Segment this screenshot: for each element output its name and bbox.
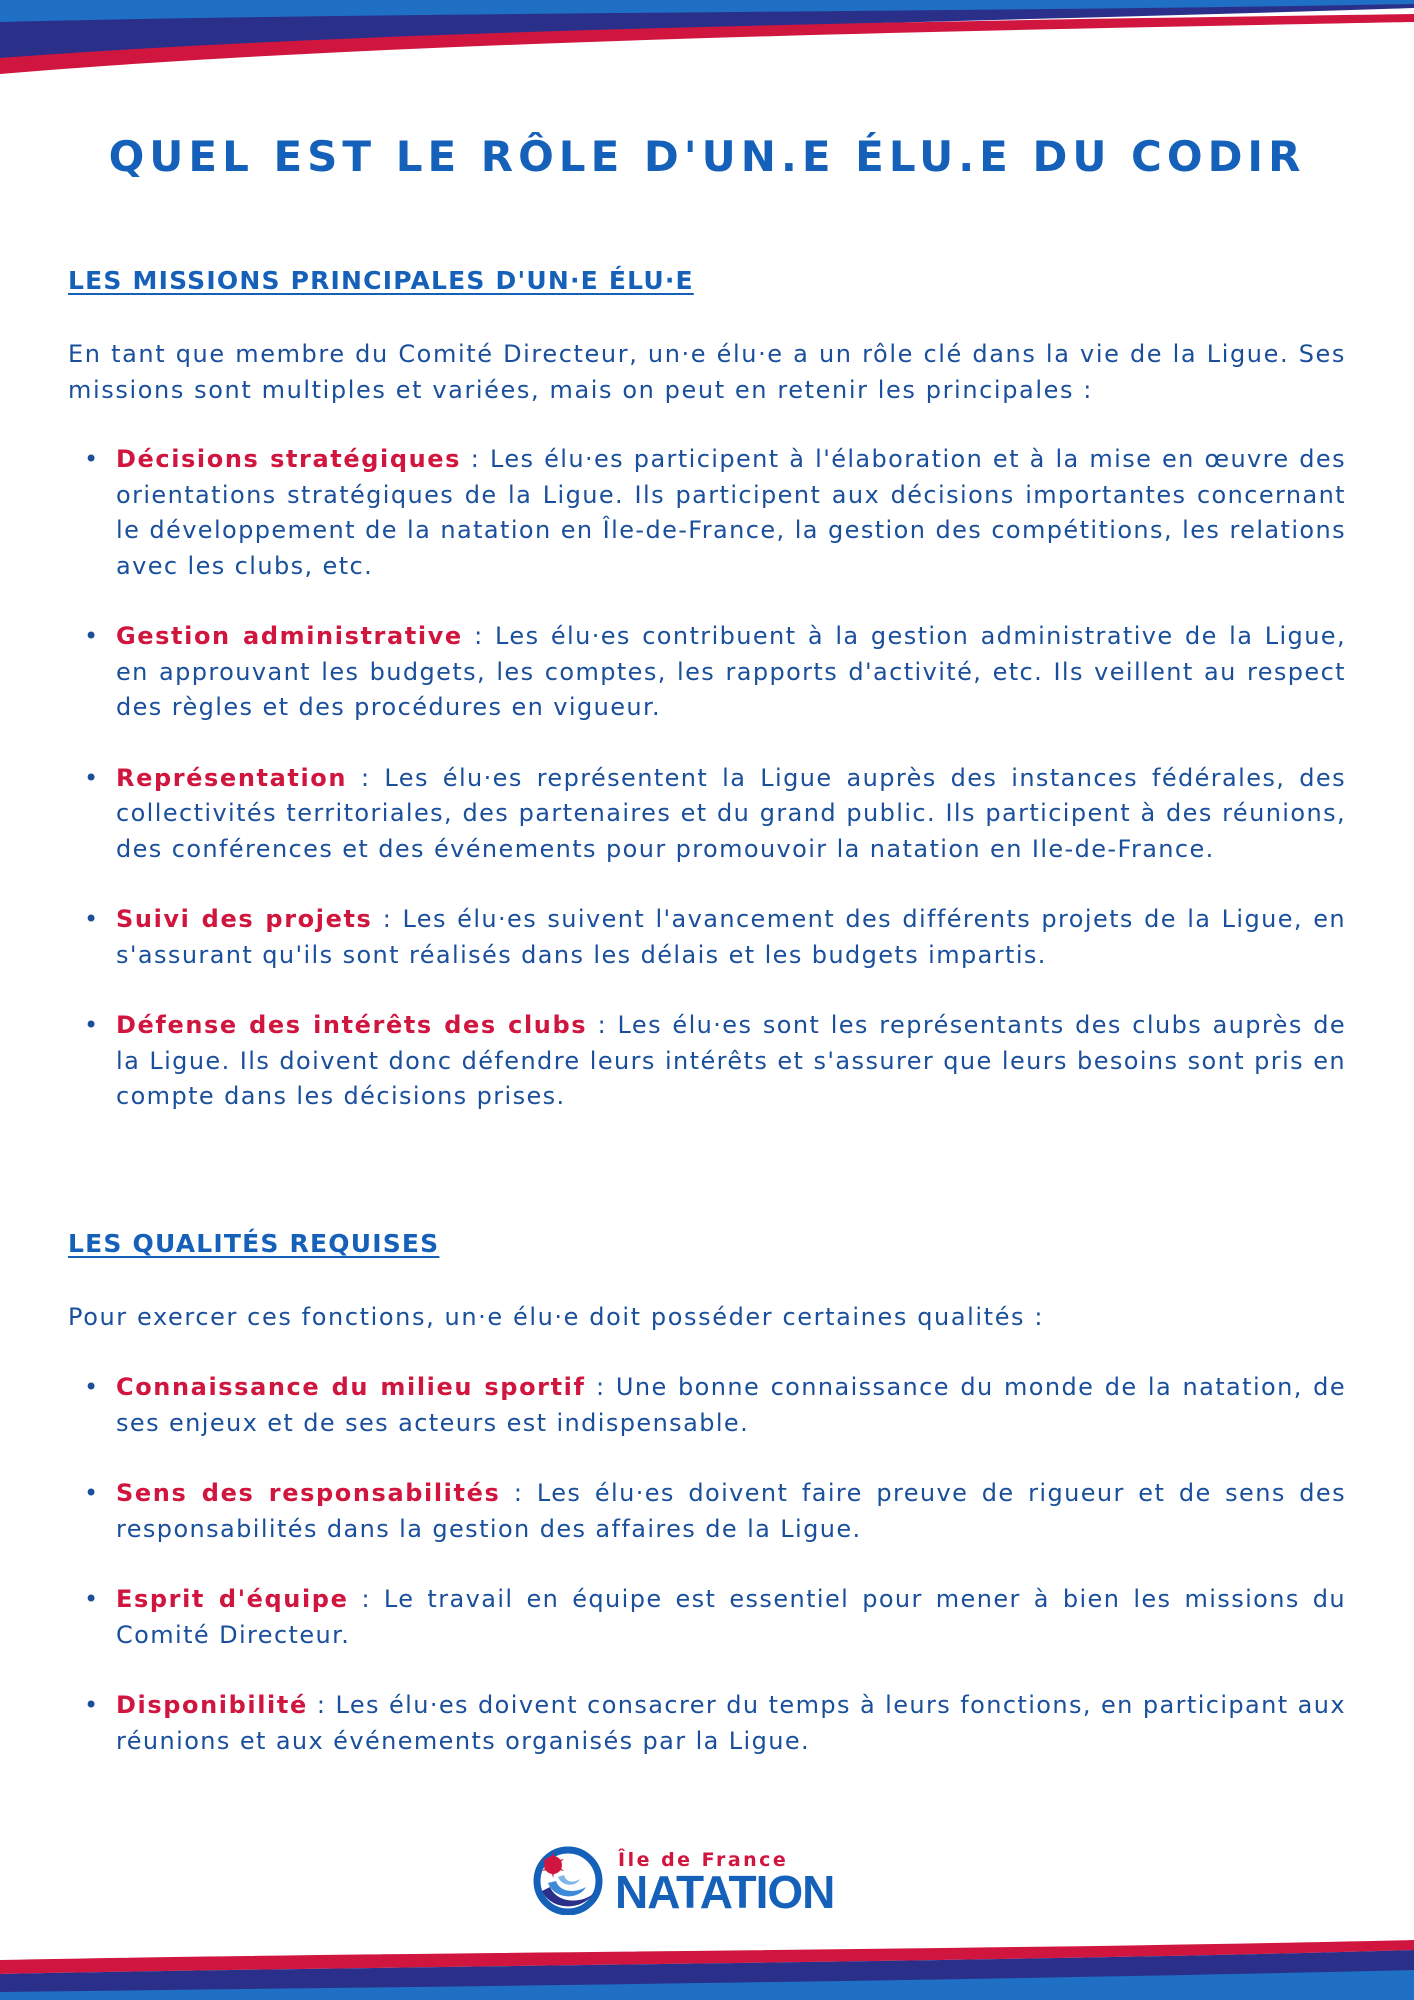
qualities-heading: LES QUALITÉS REQUISES [68,1229,440,1258]
bullet-term: Défense des intérêts des clubs [116,1011,588,1039]
list-item [68,1370,1346,1441]
bullet-term: Suivi des projets [116,905,373,933]
bullet-term: Décisions stratégiques [116,445,462,473]
qualities-intro: Pour exercer ces fonctions, un·e élu·e doit posséder certaines qualités : [68,1303,1045,1331]
list-item [68,761,1346,868]
bullet-text: : Une bonne connaissance du monde de la natation, de ses enjeux et de ses acteurs est indispensable. [116,1373,1346,1437]
bullet-text: : Les élu·es participent à l'élaboration et à la mise en œuvre des orientations stratégiques de la Ligue. Ils participent aux décisions importantes concernant le développement de la natation en Île-de-France, la gestion des compétitions, les relations avec les clubs, etc. [116,445,1346,580]
qualities-list [68,1370,1346,1794]
list-item [68,442,1346,584]
list-item [68,1008,1346,1115]
ligue-logo [528,1843,848,1918]
bullet-icon: • [84,763,100,792]
bullet-icon: • [84,905,100,933]
bullet-icon: • [84,1691,100,1719]
swimmer-swirl-logo-icon [528,1843,604,1915]
logo-subtitle: Île de France [618,1849,789,1871]
bullet-term: Esprit d'équipe [116,1585,349,1613]
page-title: QUEL EST LE RÔLE D'UN.E ÉLU.E DU CODIR [108,132,1306,181]
bullet-term: Disponibilité [116,1691,308,1719]
bullet-text: : Les élu·es suivent l'avancement des différents projets de la Ligue, en s'assurant qu'ils sont réalisés dans les délais et les budgets impartis. [116,905,1346,969]
bullet-icon: • [84,1011,100,1039]
missions-heading: LES MISSIONS PRINCIPALES D'UN·E ÉLU·E [68,266,694,295]
missions-intro: En tant que membre du Comité Directeur, un·e élu·e a un rôle clé dans la vie de la Ligue. Ses missions sont multiples et variées, mais on peut en retenir les principales : [68,340,1346,404]
bullet-text: : Les élu·es doivent faire preuve de rigueur et de sens des responsabilités dans la gestion des affaires de la Ligue. [116,1479,1346,1543]
bottom-wave-decoration [0,1940,1414,2000]
bullet-term: Connaissance du milieu sportif [116,1373,586,1401]
bullet-text: : Les élu·es représentent la Ligue auprès des instances fédérales, des collectivités territoriales, des partenaires et du grand public. Ils participent à des réunions, des conférences et des événements pour promouvoir la natation en Ile-de-France. [116,763,1346,863]
logo-wordmark: NATATION [615,1866,835,1918]
top-wave-decoration [0,0,1414,80]
list-item [68,902,1346,973]
bullet-term: Sens des responsabilités [116,1479,501,1507]
list-item [68,1688,1346,1759]
bullet-icon: • [84,622,100,650]
bullet-text: : Le travail en équipe est essentiel pour mener à bien les missions du Comité Directeur. [116,1585,1346,1649]
bullet-text: : Les élu·es sont les représentants des clubs auprès de la Ligue. Ils doivent donc défendre leurs intérêts et s'assurer que leurs besoins sont pris en compte dans les décisions prises. [116,1011,1346,1110]
bullet-term: Représentation [116,763,348,792]
bullet-icon: • [84,1585,100,1613]
bullet-icon: • [84,1373,100,1401]
bullet-icon: • [84,445,100,473]
bullet-text: : Les élu·es contribuent à la gestion administrative de la Ligue, en approuvant les budgets, les comptes, les rapports d'activité, etc. Ils veillent au respect des règles et des procédures en vigueur. [116,622,1346,721]
missions-list [68,442,1346,1150]
list-item [68,619,1346,726]
list-item [68,1476,1346,1547]
bullet-term: Gestion administrative [116,622,463,650]
list-item [68,1582,1346,1653]
bullet-icon: • [84,1479,100,1507]
bullet-text: : Les élu·es doivent consacrer du temps à leurs fonctions, en participant aux réunions et aux événements organisés par la Ligue. [116,1691,1346,1755]
